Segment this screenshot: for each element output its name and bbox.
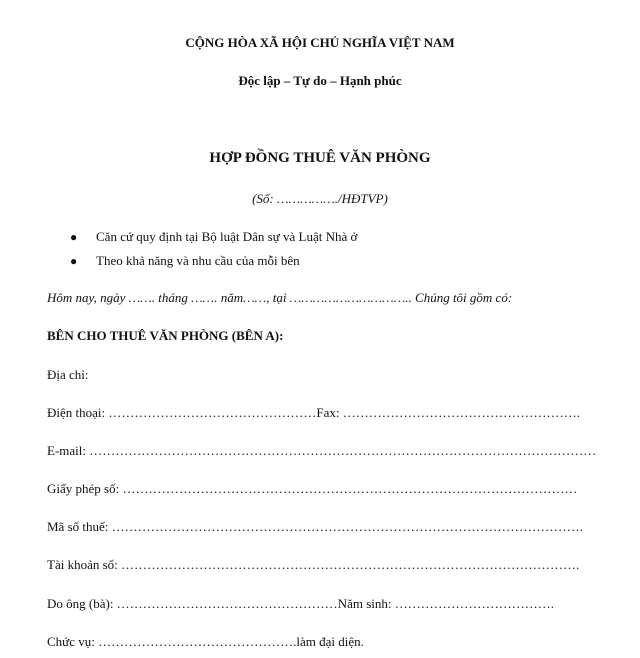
intro-line: Hôm nay, ngày ……. tháng ……. năm……, tại ………………………….. Chúng tôi gồm có: bbox=[47, 290, 513, 305]
license-line: Giấy phép số: …………………………………………………………………………………………… bbox=[47, 481, 578, 496]
tax-code-line: Mã số thuế: ………………………………………………………………………………………………. bbox=[47, 519, 583, 534]
address-line: Địa chỉ: bbox=[47, 367, 89, 382]
national-motto: Độc lập – Tự do – Hạnh phúc bbox=[238, 73, 402, 88]
position-line: Chức vụ: ……………………………………….làm đại diện. bbox=[47, 634, 364, 649]
contract-title: HỢP ĐỒNG THUÊ VĂN PHÒNG bbox=[209, 150, 431, 166]
bullet-icon: ● bbox=[70, 254, 78, 268]
bullet-text: Căn cứ quy định tại Bộ luật Dân sự và Luật Nhà ở bbox=[96, 229, 358, 244]
bullet-text: Theo khả năng và nhu cầu của mỗi bên bbox=[96, 253, 300, 268]
contract-number: (Số: ……………./HĐTVP) bbox=[252, 191, 388, 206]
email-line: E-mail: ……………………………………………………………………………………………………… bbox=[47, 443, 597, 458]
bullet-item bbox=[70, 229, 357, 245]
party-a-heading: BÊN CHO THUÊ VĂN PHÒNG (BÊN A): bbox=[47, 328, 284, 343]
bullet-icon: ● bbox=[70, 230, 78, 244]
bullet-item bbox=[70, 253, 300, 269]
account-line: Tài khoản số: ……………………………………………………………………………………………. bbox=[47, 557, 580, 572]
representative-line: Do ông (bà): ……………………………………………Năm sinh: ………………………………. bbox=[47, 596, 554, 611]
phone-fax-line: Điện thoại: …………………………………………Fax: ………………………………………………. bbox=[47, 405, 580, 420]
country-name: CỘNG HÒA XÃ HỘI CHỦ NGHĨA VIỆT NAM bbox=[185, 35, 455, 50]
